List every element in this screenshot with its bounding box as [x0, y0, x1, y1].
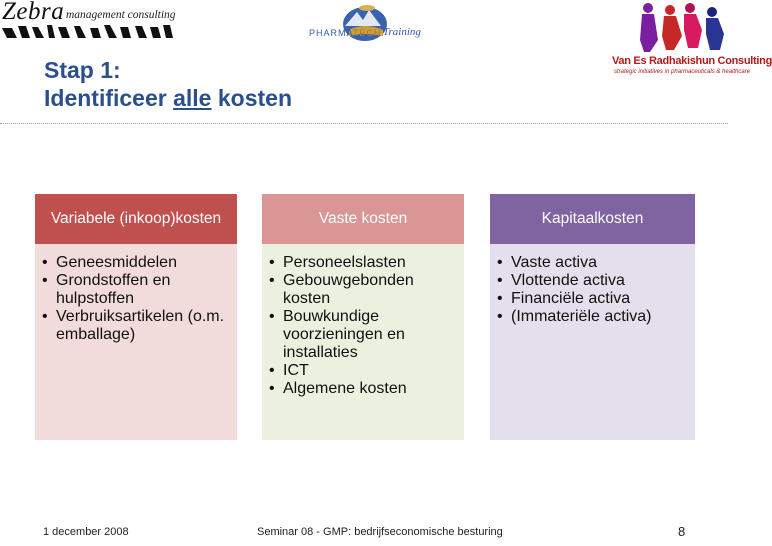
list-item: • Grondstoffen en hulpstoffen	[41, 272, 233, 308]
column-variable-costs	[35, 194, 237, 440]
list-item: • Vaste activa	[496, 254, 691, 272]
column-body	[262, 244, 464, 440]
cost-list	[41, 254, 233, 344]
slide-title-line1: Stap 1:	[44, 57, 121, 83]
column-body	[35, 244, 237, 440]
column-fixed-costs	[262, 194, 464, 440]
list-item: • Bouwkundige voorzieningen en installaties	[268, 308, 460, 362]
vanes-logo-name: Van Es Radhakishun Consulting	[612, 55, 772, 67]
zebra-logo-name: Zebra	[2, 0, 65, 25]
list-item: • Algemene kosten	[268, 380, 460, 398]
pharmatech-logo-tagline: Training	[383, 26, 421, 38]
pharmatech-logo	[305, 4, 430, 46]
zebra-logo-tagline: management consulting	[66, 9, 176, 21]
column-header: Variabele (inkoop)kosten	[35, 194, 237, 244]
list-item: • ICT	[268, 362, 460, 380]
column-capital-costs	[490, 194, 695, 440]
title-divider	[0, 123, 728, 124]
cost-list	[496, 254, 691, 326]
list-item: • Personeelslasten	[268, 254, 460, 272]
list-item: • Gebouwgebonden kosten	[268, 272, 460, 308]
slide-title-line2: Identificeer alle kosten	[44, 85, 293, 111]
cost-list	[268, 254, 460, 398]
column-header: Vaste kosten	[262, 194, 464, 244]
title-emphasis: alle	[173, 85, 212, 111]
slide-title	[44, 56, 292, 112]
page-number: 8	[678, 524, 686, 539]
pharmatech-logo-name: PHARMATECH	[309, 28, 382, 38]
vanes-figures-icon	[628, 0, 728, 54]
list-item: • Geneesmiddelen	[41, 254, 233, 272]
footer-seminar-title: Seminar 08 - GMP: bedrijfseconomische besturing	[257, 526, 503, 538]
list-item: • (Immateriële activa)	[496, 308, 691, 326]
zebra-stripes-icon	[2, 25, 173, 38]
column-header: Kapitaalkosten	[490, 194, 695, 244]
column-body	[490, 244, 695, 440]
footer-date: 1 december 2008	[43, 526, 129, 538]
list-item: • Financiële activa	[496, 290, 691, 308]
list-item: • Vlottende activa	[496, 272, 691, 290]
list-item: • Verbruiksartikelen (o.m. emballage)	[41, 308, 233, 344]
vanes-logo-tagline: strategic initiatives in pharmaceuticals & healthcare	[614, 69, 751, 75]
